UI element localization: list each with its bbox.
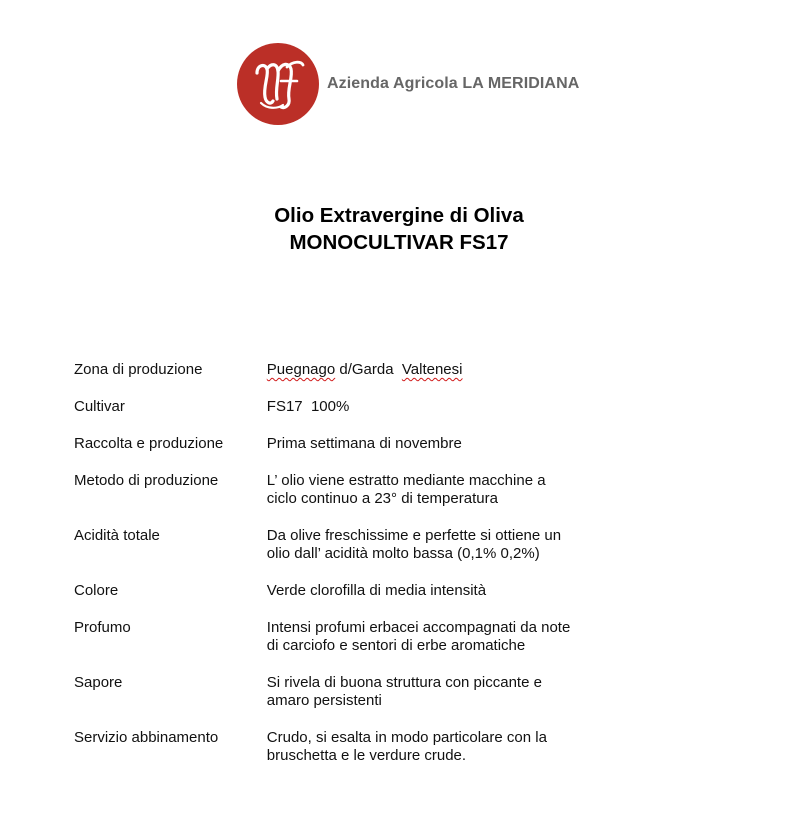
spec-label: Servizio abbinamento [74,729,219,746]
spec-label: Profumo [74,619,131,636]
spec-value [267,729,634,784]
spec-value [267,472,634,527]
spec-value: FS17 100% [266,398,350,415]
product-title [0,202,788,256]
spec-value [267,361,634,398]
spec-row-zona [74,361,634,398]
spec-value [267,674,634,729]
spec-value-line: Da olive freschissime e perfette si ottiene un [266,527,562,544]
spec-label: Sapore [74,674,123,691]
spec-value: Prima settimana di novembre [266,435,462,452]
spec-row-metodo [74,472,634,527]
spec-value-line: Intensi profumi erbacei accompagnati da note [266,619,571,636]
spec-value-text: d/Garda [335,361,402,378]
spec-value: Verde clorofilla di media intensità [266,582,487,599]
spec-value-line: olio dall’ acidità molto bassa (0,1% 0,2%) [266,545,540,562]
spec-row-acidita [74,527,634,582]
spec-label: Acidità totale [74,527,160,544]
spellcheck-word: Puegnago [266,361,336,378]
company-name: Azienda Agricola LA MERIDIANA [327,75,580,92]
title-line-1: Olio Extravergine di Oliva [274,204,524,227]
spec-label: Colore [74,582,119,599]
header [237,43,579,125]
spec-label: Cultivar [74,398,125,415]
spec-value-line: di carciofo e sentori di erbe aromatiche [266,637,526,654]
company-logo [237,43,319,125]
spec-row-cultivar [74,398,634,435]
spec-value-line: amaro persistenti [266,692,382,709]
spec-label: Metodo di produzione [74,472,219,489]
spec-table [74,361,634,784]
spec-value-line: L’ olio viene estratto mediante macchine a [266,472,546,489]
spec-value-line: bruschetta e le verdure crude. [266,747,467,764]
spec-label: Zona di produzione [74,361,203,378]
spec-value [267,527,634,582]
spec-row-sapore [74,674,634,729]
spec-value [267,619,634,674]
spec-row-servizio [74,729,634,784]
spellcheck-word: Valtenesi [401,361,463,378]
spec-value-line: Si rivela di buona struttura con piccante e [266,674,542,691]
title-line-2: MONOCULTIVAR FS17 [289,231,509,254]
spec-value-line: Crudo, si esalta in modo particolare con la [266,729,547,746]
spec-value-line: ciclo continuo a 23° di temperatura [266,490,498,507]
mf-monogram-icon [247,53,309,115]
spec-row-raccolta [74,435,634,472]
spec-label: Raccolta e produzione [74,435,224,452]
spec-row-profumo [74,619,634,674]
spec-row-colore [74,582,634,619]
